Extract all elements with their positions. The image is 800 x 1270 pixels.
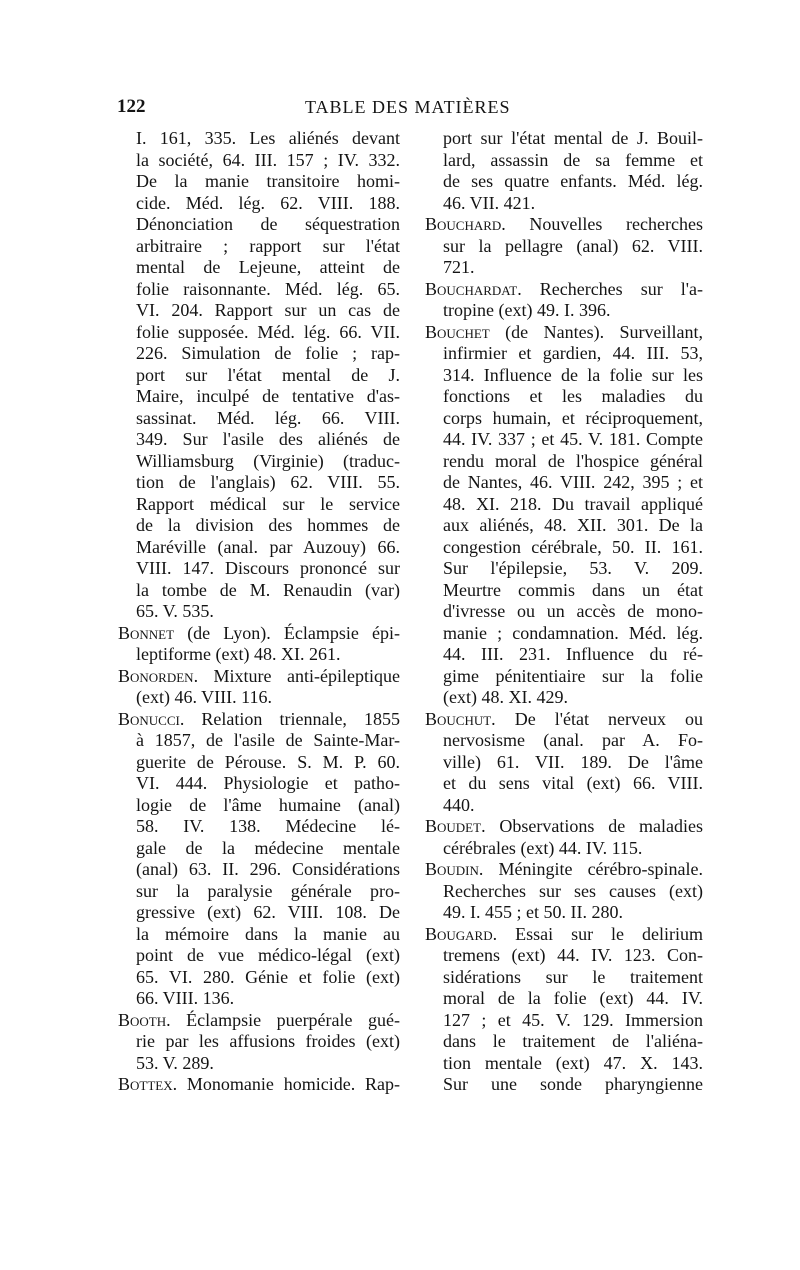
index-entry-line: [425, 752, 703, 774]
entry-text: gime pénitentiaire sur la folie: [443, 665, 703, 686]
entry-text: de la division des hommes de: [136, 515, 400, 535]
author-name: Bouchard: [425, 214, 502, 234]
index-entry-line: [425, 666, 703, 688]
entry-text: (de Nantes). Surveillant,: [489, 321, 703, 342]
entry-text: . Recherches sur l'a-: [517, 278, 703, 299]
entry-text: cide. Méd. lég. 62. VIII. 188.: [136, 192, 400, 213]
entry-text: . Éclampsie puerpérale gué-: [166, 1009, 400, 1030]
index-entry-line: [118, 386, 400, 408]
index-entry-line: [118, 967, 400, 989]
entry-text: la tombe de M. Renaudin (var): [136, 579, 400, 600]
index-entry-line: [425, 902, 703, 924]
index-entry-line: [425, 494, 703, 516]
index-entry-line: [118, 537, 400, 559]
index-entry-line: [118, 515, 400, 537]
index-entry-line: [425, 257, 703, 279]
entry-text: 440.: [443, 794, 475, 815]
index-entry-line: [118, 601, 400, 623]
index-entry-line: [425, 1074, 703, 1096]
index-entry-line: [425, 795, 703, 817]
author-name: Boudin: [425, 859, 479, 879]
entry-text: 127 ; et 45. V. 129. Immersion: [443, 1009, 703, 1030]
entry-text: . Monomanie homicide. Rap-: [172, 1074, 400, 1094]
index-entry-line: [118, 881, 400, 903]
entry-text: de Nantes, 46. VIII. 242, 395 ; et: [443, 472, 703, 492]
entry-text: gressive (ext) 62. VIII. 108. De: [136, 902, 400, 922]
right-column: [425, 128, 703, 1096]
entry-text: VI. 444. Physiologie et patho-: [136, 773, 400, 793]
entry-text: congestion cérébrale, 50. II. 161.: [443, 536, 703, 557]
index-entry-line: [425, 773, 703, 795]
entry-text: point de vue médico-légal (ext): [136, 945, 400, 965]
entry-text: port sur l'état mental de J. Bouil-: [443, 128, 703, 148]
entry-text: rendu moral de l'hospice général: [443, 450, 703, 471]
entry-text: arbitraire ; rapport sur l'état: [136, 235, 400, 256]
entry-text: aux aliénés, 48. XII. 301. De la: [443, 515, 703, 535]
entry-text: . Nouvelles recherches: [501, 214, 703, 234]
index-entry-line: [118, 257, 400, 279]
index-entry-line: [425, 644, 703, 666]
index-entry-heading-line: [425, 709, 703, 731]
index-entry-line: [118, 945, 400, 967]
entry-text: 66. VIII. 136.: [136, 988, 235, 1008]
entry-text: d'ivresse ou un accès de mono-: [443, 601, 703, 621]
index-entry-line: [118, 795, 400, 817]
index-entry-line: [118, 580, 400, 602]
entry-text: logie de l'âme humaine (anal): [136, 794, 400, 815]
index-entry-line: [118, 494, 400, 516]
index-entry-line: [425, 150, 703, 172]
entry-text: tropine (ext) 49. I. 396.: [443, 300, 611, 320]
entry-text: dans le traitement de l'aliéna-: [443, 1031, 703, 1051]
entry-text: et du sens vital (ext) 66. VIII.: [443, 773, 703, 793]
index-entry-line: [425, 451, 703, 473]
index-entry-heading-line: [425, 214, 703, 236]
entry-text: mental de Lejeune, atteint de: [136, 257, 400, 277]
entry-text: 44. III. 231. Influence du ré-: [443, 644, 703, 664]
entry-text: 58. IV. 138. Médecine lé-: [136, 816, 400, 836]
entry-text: 349. Sur l'asile des aliénés de: [136, 429, 400, 449]
index-entry-line: [425, 300, 703, 322]
index-entry-line: [118, 429, 400, 451]
index-entry-line: [425, 988, 703, 1010]
entry-text: sidérations sur le traitement: [443, 966, 703, 987]
entry-text: Rapport médical sur le service: [136, 493, 400, 514]
page-number: 122: [117, 96, 146, 117]
index-entry-line: [118, 1031, 400, 1053]
index-entry-heading-line: [425, 859, 703, 881]
entry-text: . De l'état nerveux ou: [491, 708, 703, 729]
index-entry-line: [118, 300, 400, 322]
entry-text: Maire, inculpé de tentative d'as-: [136, 386, 400, 406]
entry-text: guerite de Pérouse. S. M. P. 60.: [136, 751, 400, 772]
index-entry-heading-line: [118, 1010, 400, 1032]
index-entry-line: [118, 322, 400, 344]
index-entry-line: [425, 730, 703, 752]
index-entry-line: [425, 838, 703, 860]
index-entry-line: [118, 816, 400, 838]
entry-text: 314. Influence de la folie sur les: [443, 364, 703, 385]
entry-text: ville) 61. VII. 189. De l'âme: [443, 751, 703, 772]
entry-text: . Mixture anti-épileptique: [193, 665, 400, 686]
index-entry-line: [425, 515, 703, 537]
index-entry-line: [118, 150, 400, 172]
index-entry-line: [425, 408, 703, 430]
entry-text: de ses quatre enfants. Méd. lég.: [443, 171, 703, 191]
entry-text: I. 161, 335. Les aliénés devant: [136, 128, 400, 148]
left-column: [118, 128, 400, 1096]
entry-text: folie raisonnante. Méd. lég. 65.: [136, 278, 400, 299]
entry-text: la mémoire dans la manie au: [136, 923, 400, 944]
index-entry-line: [118, 236, 400, 258]
index-entry-line: [118, 193, 400, 215]
index-entry-line: [118, 451, 400, 473]
entry-text: cérébrales (ext) 44. IV. 115.: [443, 837, 643, 858]
entry-text: port sur l'état mental de J.: [136, 364, 400, 385]
entry-text: (anal) 63. II. 296. Considérations: [136, 859, 400, 879]
entry-text: fonctions et les maladies du: [443, 386, 703, 406]
entry-text: Dénonciation de séquestration: [136, 214, 400, 234]
entry-text: Williamsburg (Virginie) (traduc-: [136, 450, 400, 471]
author-name: Bonnet: [118, 622, 175, 643]
entry-text: la société, 64. III. 157 ; IV. 332.: [136, 149, 400, 170]
index-entry-heading-line: [425, 924, 703, 946]
index-entry-line: [425, 236, 703, 258]
index-entry-heading-line: [425, 816, 703, 838]
entry-text: 48. XI. 218. Du travail appliqué: [443, 493, 703, 514]
entry-text: Sur l'épilepsie, 53. V. 209.: [443, 558, 703, 578]
author-name: Boudet: [425, 816, 482, 836]
author-name: Bouchut: [425, 708, 492, 729]
index-entry-heading-line: [118, 1074, 400, 1096]
entry-text: VIII. 147. Discours prononcé sur: [136, 558, 400, 578]
entry-text: moral de la folie (ext) 44. IV.: [443, 988, 703, 1008]
index-entry-line: [425, 128, 703, 150]
index-entry-heading-line: [118, 709, 400, 731]
entry-text: manie ; condamnation. Méd. lég.: [443, 622, 703, 643]
author-name: Bonucci: [118, 708, 180, 729]
author-name: Booth: [118, 1009, 167, 1030]
entry-text: 226. Simulation de folie ; rap-: [136, 343, 400, 363]
index-entry-line: [425, 580, 703, 602]
index-entry-line: [425, 1053, 703, 1075]
index-entry-line: [425, 623, 703, 645]
author-name: Bouchet: [425, 321, 490, 342]
entry-text: rie par les affusions froides (ext): [136, 1031, 400, 1051]
index-entry-line: [425, 687, 703, 709]
entry-text: gale de la médecine mentale: [136, 837, 400, 858]
entry-text: . Essai sur le delirium: [492, 923, 703, 944]
entry-text: infirmier et gardien, 44. III. 53,: [443, 343, 703, 363]
entry-text: tion de l'anglais) 62. VIII. 55.: [136, 472, 400, 492]
index-entry-line: [118, 343, 400, 365]
index-entry-line: [425, 365, 703, 387]
index-entry-line: [118, 558, 400, 580]
index-entry-line: [118, 408, 400, 430]
index-entry-line: [425, 343, 703, 365]
author-name: Bottex: [118, 1074, 173, 1094]
index-entry-line: [118, 214, 400, 236]
author-name: Bonorden: [118, 665, 194, 686]
index-entry-heading-line: [425, 322, 703, 344]
index-entry-line: [118, 752, 400, 774]
index-entry-line: [425, 386, 703, 408]
index-entry-line: [425, 1031, 703, 1053]
entry-text: corps humain, et réciproquement,: [443, 407, 703, 428]
index-entry-line: [425, 193, 703, 215]
index-entry-line: [118, 1053, 400, 1075]
entry-text: VI. 204. Rapport sur un cas de: [136, 300, 400, 320]
index-entry-line: [425, 601, 703, 623]
index-entry-line: [118, 171, 400, 193]
index-entry-heading-line: [118, 623, 400, 645]
index-entry-line: [118, 859, 400, 881]
entry-text: . Observations de maladies: [481, 816, 703, 836]
entry-text: 46. VII. 421.: [443, 192, 536, 213]
page-header: [0, 96, 800, 124]
entry-text: sur la pellagre (anal) 62. VIII.: [443, 235, 703, 256]
index-entry-line: [425, 881, 703, 903]
index-entry-line: [425, 171, 703, 193]
entry-text: sassinat. Méd. lég. 66. VIII.: [136, 407, 400, 428]
index-entry-heading-line: [425, 279, 703, 301]
entry-text: . Relation triennale, 1855: [179, 708, 400, 729]
index-entry-line: [118, 279, 400, 301]
index-entry-line: [118, 687, 400, 709]
entry-text: (ext) 48. XI. 429.: [443, 687, 568, 707]
index-entry-heading-line: [118, 666, 400, 688]
entry-text: (de Lyon). Éclampsie épi-: [174, 622, 400, 643]
index-entry-line: [118, 838, 400, 860]
index-entry-line: [118, 644, 400, 666]
index-entry-line: [425, 558, 703, 580]
entry-text: nervosisme (anal. par A. Fo-: [443, 730, 703, 750]
entry-text: Maréville (anal. par Auzouy) 66.: [136, 536, 400, 557]
entry-text: 49. I. 455 ; et 50. II. 280.: [443, 902, 623, 922]
entry-text: leptiforme (ext) 48. XI. 261.: [136, 644, 341, 664]
running-title: TABLE DES MATIÈRES: [305, 97, 511, 117]
index-entry-line: [425, 1010, 703, 1032]
entry-text: 721.: [443, 257, 475, 277]
index-entry-line: [118, 365, 400, 387]
index-entry-line: [425, 967, 703, 989]
entry-text: Meurtre commis dans un état: [443, 579, 703, 600]
entry-text: 44. IV. 337 ; et 45. V. 181. Compte: [443, 429, 703, 449]
entry-text: à 1857, de l'asile de Sainte-Mar-: [136, 730, 400, 750]
entry-text: sur la paralysie générale pro-: [136, 880, 400, 901]
entry-text: 53. V. 289.: [136, 1052, 214, 1073]
entry-text: lard, assassin de sa femme et: [443, 149, 703, 170]
index-entry-line: [118, 924, 400, 946]
index-entry-line: [118, 773, 400, 795]
entry-text: 65. VI. 280. Génie et folie (ext): [136, 966, 400, 987]
index-entry-line: [425, 472, 703, 494]
entry-text: Recherches sur ses causes (ext): [443, 880, 703, 901]
entry-text: De la manie transitoire homi-: [136, 171, 400, 191]
index-entry-line: [425, 537, 703, 559]
index-entry-line: [425, 429, 703, 451]
index-entry-line: [425, 945, 703, 967]
entry-text: tremens (ext) 44. IV. 123. Con-: [443, 945, 703, 965]
index-entry-line: [118, 730, 400, 752]
author-name: Bouchardat: [425, 278, 518, 299]
index-entry-line: [118, 902, 400, 924]
entry-text: . Méningite cérébro-spinale.: [478, 859, 703, 879]
index-entry-line: [118, 472, 400, 494]
index-entry-line: [118, 128, 400, 150]
index-entry-line: [118, 988, 400, 1010]
entry-text: tion mentale (ext) 47. X. 143.: [443, 1052, 703, 1073]
entry-text: Sur une sonde pharyngienne: [443, 1074, 703, 1094]
entry-text: (ext) 46. VIII. 116.: [136, 687, 272, 707]
author-name: Bougard: [425, 923, 493, 944]
entry-text: folie supposée. Méd. lég. 66. VII.: [136, 321, 400, 342]
entry-text: 65. V. 535.: [136, 601, 214, 621]
